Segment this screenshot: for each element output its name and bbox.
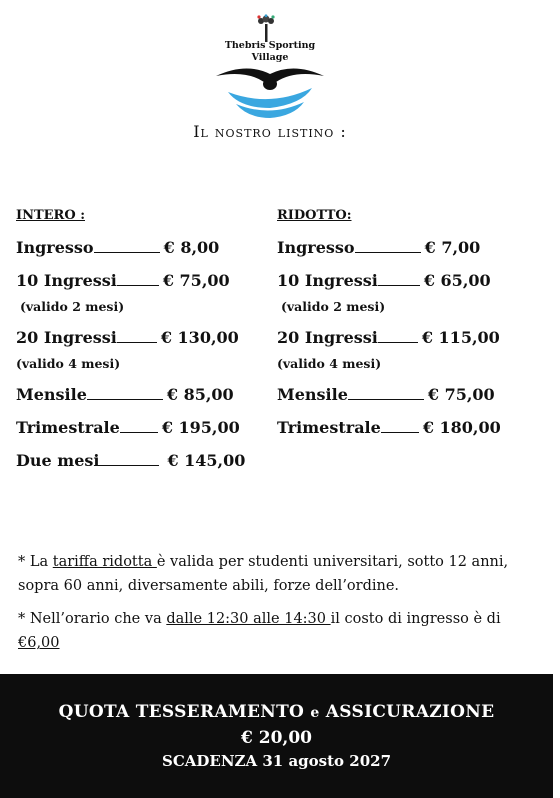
reduced-rate-note bbox=[18, 550, 533, 598]
price-row bbox=[16, 383, 245, 416]
price-label: Mensile bbox=[277, 385, 348, 404]
price-label: Trimestrale bbox=[16, 418, 120, 437]
time-discount-note bbox=[18, 607, 533, 655]
note-prefix: * La bbox=[18, 554, 53, 570]
page-title: Il nostro listino : bbox=[193, 122, 347, 141]
price-label: Mensile bbox=[16, 385, 87, 404]
price-row bbox=[277, 416, 501, 449]
price-label: Ingresso bbox=[16, 238, 94, 257]
price-value: € 115,00 bbox=[421, 328, 500, 347]
note-prefix: * Nell’orario che va bbox=[18, 611, 167, 627]
note-time-range: dalle 12:30 alle 14:30 bbox=[166, 611, 331, 627]
logo bbox=[200, 12, 340, 117]
price-value: € 85,00 bbox=[166, 385, 234, 404]
price-row bbox=[277, 236, 501, 269]
banner-title bbox=[0, 702, 553, 722]
banner-expiry: SCADENZA 31 agosto 2027 bbox=[161, 752, 392, 770]
price-value: € 75,00 bbox=[162, 271, 230, 290]
price-label: 10 Ingressi bbox=[16, 271, 117, 290]
swimmer-icon bbox=[210, 64, 330, 122]
price-value: € 145,00 bbox=[167, 451, 246, 470]
note-underlined: tariffa ridotta bbox=[52, 554, 157, 570]
price-label: Trimestrale bbox=[277, 418, 381, 437]
price-row bbox=[16, 416, 245, 449]
price-label: Ingresso bbox=[277, 238, 355, 257]
ridotto-title: RIDOTTO: bbox=[277, 208, 352, 223]
validity-note: (valido 2 mesi) bbox=[281, 299, 386, 314]
validity-note: (valido 4 mesi) bbox=[277, 356, 382, 371]
leader-line bbox=[87, 385, 163, 400]
banner-title-part: QUOTA TESSERAMENTO bbox=[58, 702, 311, 722]
leader-line bbox=[381, 418, 419, 433]
logo-line-1: Thebris Sporting bbox=[224, 40, 316, 51]
validity-note: (valido 2 mesi) bbox=[20, 299, 125, 314]
price-value: € 7,00 bbox=[424, 238, 481, 257]
price-row bbox=[277, 383, 501, 416]
price-label: 20 Ingressi bbox=[277, 328, 378, 347]
price-value: € 65,00 bbox=[423, 271, 491, 290]
intero-column bbox=[16, 208, 245, 482]
leader-line bbox=[94, 238, 160, 253]
leader-line bbox=[120, 418, 158, 433]
note-text: il costo di ingresso è di bbox=[330, 611, 501, 627]
leader-line bbox=[117, 271, 159, 286]
price-row bbox=[16, 449, 245, 482]
intero-title: INTERO : bbox=[16, 208, 85, 223]
ridotto-column bbox=[277, 208, 501, 449]
note-text: è valida per studenti universitari, sotto 12 anni, sopra 60 anni, diversamente abili, forze dell’ordine. bbox=[18, 554, 509, 594]
price-label: 20 Ingressi bbox=[16, 328, 117, 347]
validity-note: (valido 4 mesi) bbox=[16, 356, 121, 371]
price-label: 10 Ingressi bbox=[277, 271, 378, 290]
price-value: € 195,00 bbox=[161, 418, 240, 437]
price-value: € 130,00 bbox=[160, 328, 239, 347]
leader-line bbox=[355, 238, 421, 253]
price-label: Due mesi bbox=[16, 451, 100, 470]
price-value: € 8,00 bbox=[163, 238, 220, 257]
price-value: € 75,00 bbox=[427, 385, 495, 404]
leader-line bbox=[378, 271, 420, 286]
logo-line-2: Village bbox=[251, 52, 289, 63]
leader-line bbox=[348, 385, 424, 400]
leader-line bbox=[378, 328, 418, 343]
note-price: €6,00 bbox=[18, 635, 60, 651]
logo-text bbox=[200, 40, 340, 64]
leader-line bbox=[117, 328, 157, 343]
membership-banner bbox=[0, 674, 553, 798]
price-row bbox=[16, 236, 245, 269]
banner-title-part: ASSICURAZIONE bbox=[319, 702, 495, 722]
banner-title-part: e bbox=[310, 705, 320, 721]
leader-line bbox=[99, 451, 159, 466]
banner-price: € 20,00 bbox=[241, 728, 312, 748]
price-value: € 180,00 bbox=[422, 418, 501, 437]
